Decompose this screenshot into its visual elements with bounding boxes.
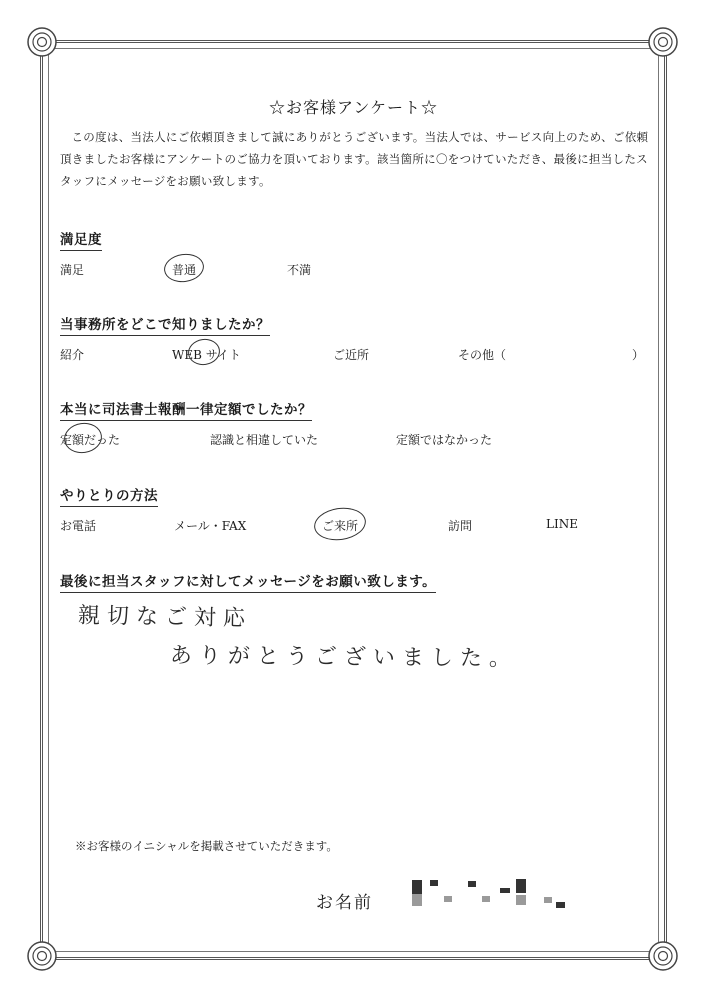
question-source <box>60 313 270 336</box>
question-heading: 本当に司法書士報酬一律定額でしたか？ <box>60 398 312 421</box>
option-line[interactable]: LINE <box>546 517 578 531</box>
option-not-fixed[interactable]: 定額ではなかった <box>396 433 493 447</box>
option-unsatisfied[interactable]: 不満 <box>287 263 312 277</box>
option-mail-fax[interactable]: メール・FAX <box>174 519 247 533</box>
option-other[interactable]: その他（ <box>458 348 507 362</box>
question-heading: やりとりの方法 <box>60 484 158 507</box>
initials-footnote: ※お客様のイニシャルを掲載させていただきます。 <box>75 839 338 853</box>
option-was-fixed[interactable]: 定額だった <box>60 433 121 447</box>
option-home-visit[interactable]: 訪問 <box>448 519 473 533</box>
corner-ornament-icon <box>26 26 58 58</box>
question-fixed-fee <box>60 398 312 421</box>
message-heading <box>60 570 436 593</box>
option-other-close-paren: ） <box>632 348 645 362</box>
option-neighborhood[interactable]: ご近所 <box>333 348 370 362</box>
option-visit-office[interactable]: ご来所 <box>322 519 359 533</box>
option-referral[interactable]: 紹介 <box>60 348 85 362</box>
option-website[interactable]: WEB サイト <box>172 348 241 362</box>
question-contact-method <box>60 484 158 507</box>
corner-ornament-icon <box>647 26 679 58</box>
corner-ornament-icon <box>647 940 679 972</box>
question-heading: 当事務所をどこで知りましたか？ <box>60 313 270 336</box>
option-normal[interactable]: 普通 <box>172 263 197 277</box>
corner-ornament-icon <box>26 940 58 972</box>
handwritten-message-line: ありがとうございました。 <box>169 643 519 672</box>
survey-title: ☆お客様アンケート☆ <box>268 98 439 117</box>
option-satisfied[interactable]: 満足 <box>60 263 85 277</box>
question-heading: 最後に担当スタッフに対してメッセージをお願い致します。 <box>60 570 436 593</box>
question-heading: 満足度 <box>60 228 102 251</box>
question-satisfaction <box>60 228 102 251</box>
handwritten-message-line: 親切なご対応 <box>77 603 253 632</box>
option-differed[interactable]: 認識と相違していた <box>210 433 319 447</box>
name-label: お名前 <box>316 893 373 913</box>
option-phone[interactable]: お電話 <box>60 519 97 533</box>
intro-text: この度は、当法人にご依頼頂きまして誠にありがとうございます。当法人では、サービス向上のため、ご依頼頂きましたお客様にアンケートのご協力を頂いております。該当箇所に〇をつけていただき、最後に担当したスタッフにメッセージをお願い致します。 <box>60 130 649 188</box>
